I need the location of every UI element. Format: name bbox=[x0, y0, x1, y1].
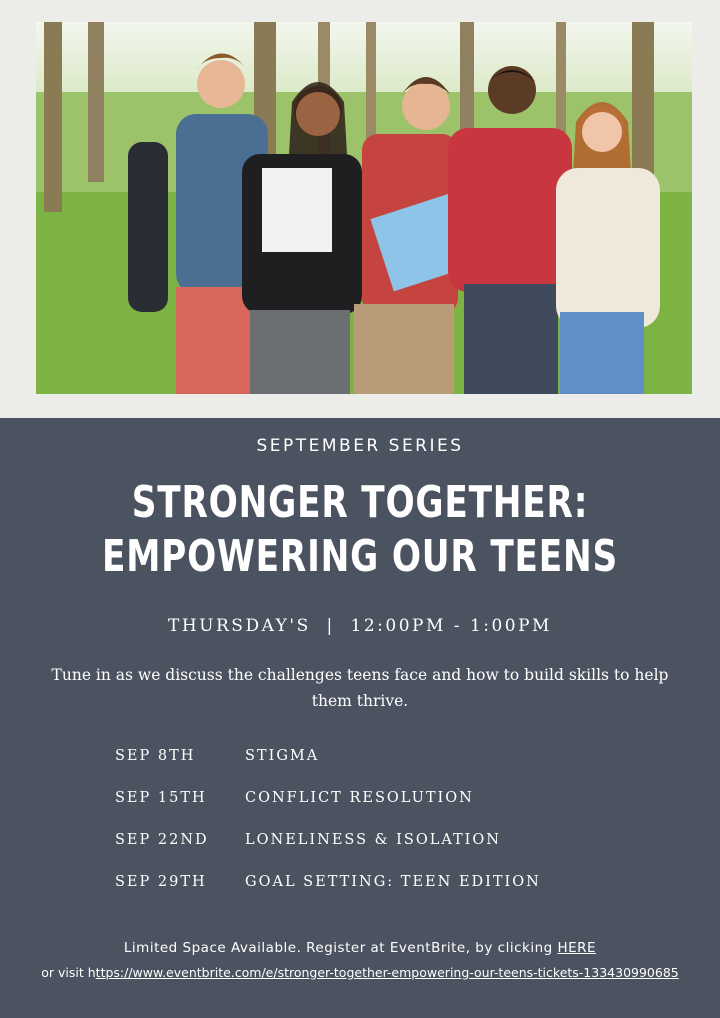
event-title-line-2: EMPOWERING OUR TEENS bbox=[101, 531, 619, 582]
event-title-line-1: STRONGER TOGETHER: bbox=[131, 477, 589, 528]
schedule-date: SEP 15TH bbox=[115, 790, 207, 806]
schedule-date: SEP 22ND bbox=[115, 832, 209, 848]
schedule-topic: GOAL SETTING: TEEN EDITION bbox=[245, 874, 541, 890]
event-title bbox=[79, 476, 641, 584]
schedule-topic: STIGMA bbox=[245, 748, 320, 764]
visit-url-note bbox=[40, 963, 680, 982]
registration-note bbox=[0, 940, 720, 956]
series-label: SEPTEMBER SERIES bbox=[256, 436, 464, 456]
schedule-topic: LONELINESS & ISOLATION bbox=[245, 832, 501, 848]
event-description: Tune in as we discuss the challenges teens face and how to build skills to help them thrive. bbox=[51, 666, 669, 710]
schedule-row bbox=[115, 748, 635, 790]
teens-group-photo bbox=[36, 22, 692, 394]
schedule-list bbox=[115, 748, 635, 916]
photo-frame bbox=[0, 0, 720, 418]
event-time: THURSDAY'S | 12:00PM - 1:00PM bbox=[168, 616, 552, 636]
schedule-row bbox=[115, 832, 635, 874]
schedule-date: SEP 8TH bbox=[115, 748, 196, 764]
schedule-topic: CONFLICT RESOLUTION bbox=[245, 790, 474, 806]
register-here-link[interactable]: HERE bbox=[557, 940, 597, 956]
event-info-panel bbox=[0, 418, 720, 1018]
schedule-date: SEP 29TH bbox=[115, 874, 207, 890]
photo-illustration bbox=[36, 22, 692, 394]
visit-prefix: or visit h bbox=[41, 965, 96, 980]
schedule-row bbox=[115, 790, 635, 832]
registration-text: Limited Space Available. Register at EventBrite, by clicking bbox=[123, 940, 558, 956]
schedule-row bbox=[115, 874, 635, 916]
eventbrite-url-link[interactable]: ttps://www.eventbrite.com/e/stronger-together-empowering-our-teens-tickets-133430990685 bbox=[95, 965, 679, 980]
